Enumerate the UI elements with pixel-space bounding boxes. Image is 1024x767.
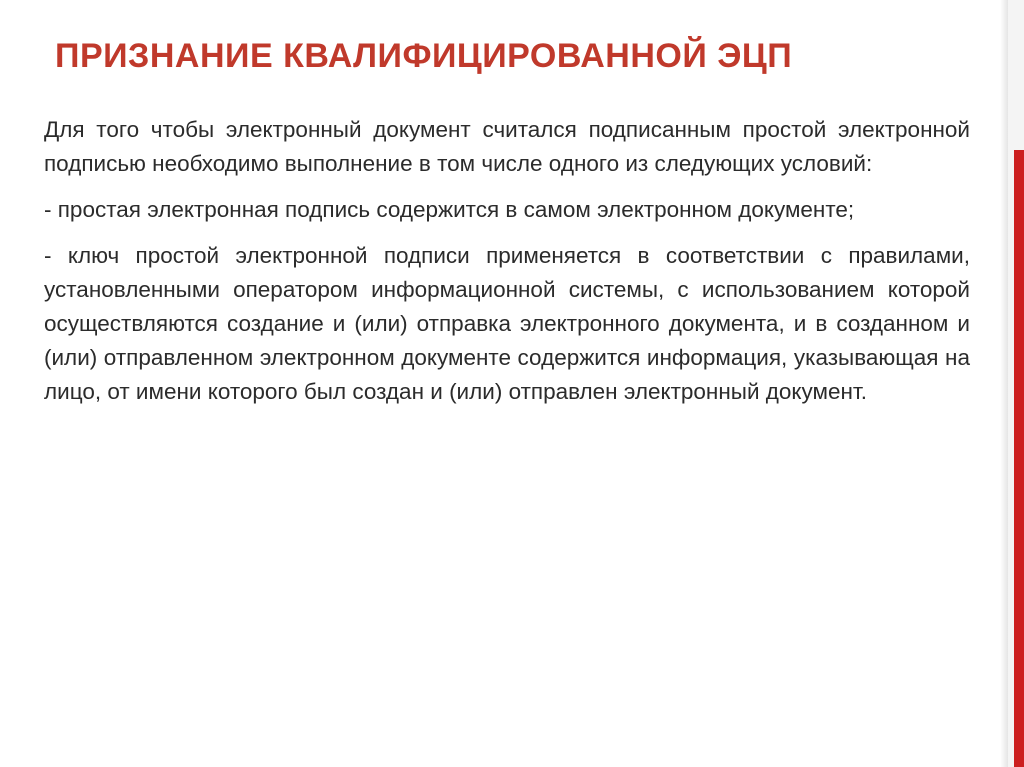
paragraph-intro: Для того чтобы электронный документ считался подписанным простой электронной подписью необходимо выполнение в том числе одного из следующих условий: (44, 117, 970, 176)
slide-title: ПРИЗНАНИЕ КВАЛИФИЦИРОВАННОЙ ЭЦП (55, 37, 793, 75)
accent-bar (1008, 0, 1024, 767)
paragraph-condition-2: - ключ простой электронной подписи применяется в соответствии с правилами, установленными оператором информационной системы, с использованием которой осуществляются создание и (или) отправка электронного документа, и в созданном и (или) отправленном электронном документе содержится информация, указывающая на лицо, от имени которого был создан и (или) отправлен электронный документ. (44, 243, 970, 404)
slide-body (44, 113, 970, 409)
accent-bar-red (1014, 150, 1024, 767)
edge-shadow (1000, 0, 1008, 767)
paragraph-condition-1: - простая электронная подпись содержится в самом электронном документе; (44, 197, 855, 222)
